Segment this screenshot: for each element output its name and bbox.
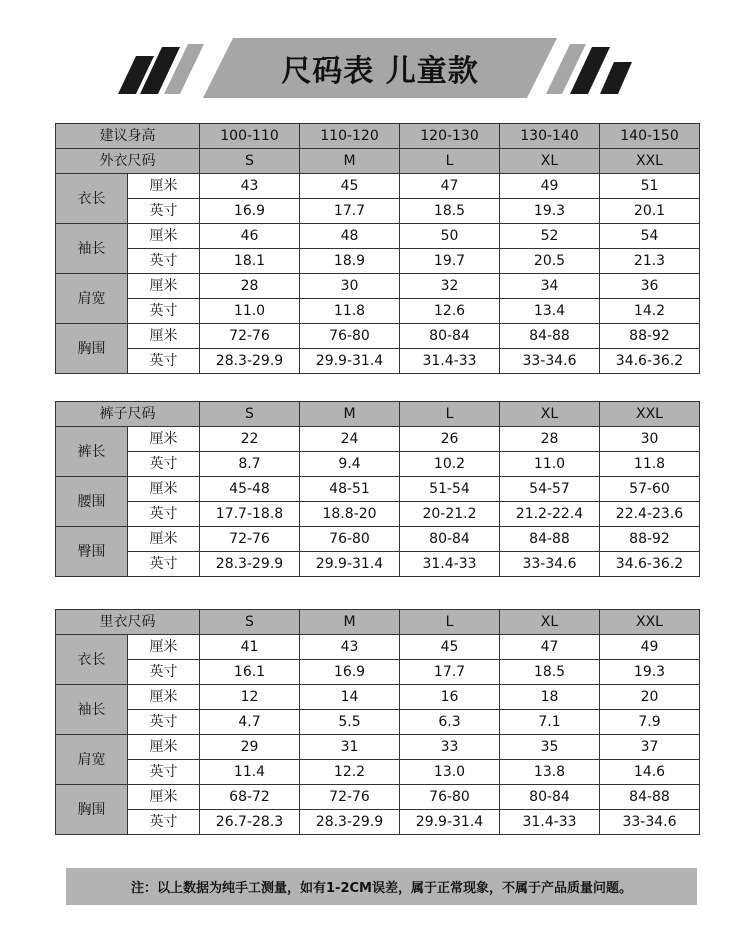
- value-cell: 18.5: [500, 660, 600, 685]
- measurement-name-cell: 胸围: [56, 324, 128, 374]
- value-cell: 13.0: [400, 760, 500, 785]
- unit-cell: 英寸: [128, 299, 200, 324]
- value-cell: 24: [300, 427, 400, 452]
- height-range-cell: 120-130: [400, 124, 500, 149]
- table-row: [56, 349, 700, 374]
- size-cell: S: [200, 149, 300, 174]
- unit-cell: 英寸: [128, 199, 200, 224]
- size-cell: M: [300, 402, 400, 427]
- value-cell: 18: [500, 685, 600, 710]
- unit-cell: 英寸: [128, 660, 200, 685]
- value-cell: 47: [400, 174, 500, 199]
- value-cell: 37: [600, 735, 700, 760]
- value-cell: 11.0: [200, 299, 300, 324]
- value-cell: 21.3: [600, 249, 700, 274]
- value-cell: 80-84: [500, 785, 600, 810]
- height-range-cell: 140-150: [600, 124, 700, 149]
- size-cell: XL: [500, 610, 600, 635]
- table-row: [56, 760, 700, 785]
- value-cell: 45: [300, 174, 400, 199]
- unit-cell: 英寸: [128, 710, 200, 735]
- value-cell: 31.4-33: [500, 810, 600, 835]
- value-cell: 4.7: [200, 710, 300, 735]
- unit-cell: 英寸: [128, 502, 200, 527]
- size-header-row: [56, 402, 700, 427]
- measurement-name-cell: 袖长: [56, 224, 128, 274]
- value-cell: 51: [600, 174, 700, 199]
- table-row: [56, 785, 700, 810]
- table-row: [56, 174, 700, 199]
- measurement-name-cell: 袖长: [56, 685, 128, 735]
- table-row: [56, 452, 700, 477]
- value-cell: 9.4: [300, 452, 400, 477]
- value-cell: 14.2: [600, 299, 700, 324]
- value-cell: 48-51: [300, 477, 400, 502]
- value-cell: 33-34.6: [600, 810, 700, 835]
- value-cell: 16.9: [200, 199, 300, 224]
- unit-cell: 厘米: [128, 224, 200, 249]
- size-cell: L: [400, 402, 500, 427]
- value-cell: 18.5: [400, 199, 500, 224]
- measurement-name-cell: 腰围: [56, 477, 128, 527]
- value-cell: 46: [200, 224, 300, 249]
- value-cell: 36: [600, 274, 700, 299]
- value-cell: 50: [400, 224, 500, 249]
- unit-cell: 英寸: [128, 760, 200, 785]
- value-cell: 84-88: [500, 324, 600, 349]
- value-cell: 29.9-31.4: [300, 552, 400, 577]
- value-cell: 88-92: [600, 324, 700, 349]
- value-cell: 17.7: [400, 660, 500, 685]
- value-cell: 49: [600, 635, 700, 660]
- size-cell: S: [200, 610, 300, 635]
- value-cell: 12.6: [400, 299, 500, 324]
- value-cell: 76-80: [300, 527, 400, 552]
- value-cell: 31.4-33: [400, 349, 500, 374]
- value-cell: 16: [400, 685, 500, 710]
- value-cell: 5.5: [300, 710, 400, 735]
- size-header-row: [56, 149, 700, 174]
- table-row: [56, 810, 700, 835]
- value-cell: 32: [400, 274, 500, 299]
- value-cell: 35: [500, 735, 600, 760]
- height-range-cell: 130-140: [500, 124, 600, 149]
- page-title: 尺码表 儿童款: [281, 54, 479, 89]
- outerwear-size-table: [55, 123, 700, 374]
- size-cell: S: [200, 402, 300, 427]
- value-cell: 31.4-33: [400, 552, 500, 577]
- value-cell: 88-92: [600, 527, 700, 552]
- value-cell: 45-48: [200, 477, 300, 502]
- value-cell: 80-84: [400, 527, 500, 552]
- height-header-row: [56, 124, 700, 149]
- value-cell: 11.4: [200, 760, 300, 785]
- size-cell: XXL: [600, 610, 700, 635]
- value-cell: 29: [200, 735, 300, 760]
- value-cell: 51-54: [400, 477, 500, 502]
- value-cell: 19.3: [600, 660, 700, 685]
- size-cell: M: [300, 149, 400, 174]
- unit-cell: 英寸: [128, 552, 200, 577]
- size-header-row-label: 外衣尺码: [56, 149, 200, 174]
- measurement-name-cell: 衣长: [56, 174, 128, 224]
- value-cell: 33-34.6: [500, 552, 600, 577]
- value-cell: 34.6-36.2: [600, 349, 700, 374]
- value-cell: 68-72: [200, 785, 300, 810]
- table-row: [56, 224, 700, 249]
- unit-cell: 厘米: [128, 635, 200, 660]
- value-cell: 43: [300, 635, 400, 660]
- value-cell: 29.9-31.4: [300, 349, 400, 374]
- value-cell: 18.8-20: [300, 502, 400, 527]
- table-row: [56, 527, 700, 552]
- unit-cell: 英寸: [128, 452, 200, 477]
- value-cell: 84-88: [500, 527, 600, 552]
- table-row: [56, 735, 700, 760]
- value-cell: 22: [200, 427, 300, 452]
- pants-size-table: [55, 401, 700, 577]
- table-row: [56, 199, 700, 224]
- value-cell: 28: [500, 427, 600, 452]
- value-cell: 72-76: [300, 785, 400, 810]
- table-row: [56, 685, 700, 710]
- value-cell: 8.7: [200, 452, 300, 477]
- value-cell: 76-80: [400, 785, 500, 810]
- value-cell: 33: [400, 735, 500, 760]
- value-cell: 17.7: [300, 199, 400, 224]
- measurement-name-cell: 裤长: [56, 427, 128, 477]
- unit-cell: 厘米: [128, 785, 200, 810]
- value-cell: 31: [300, 735, 400, 760]
- value-cell: 16.1: [200, 660, 300, 685]
- unit-cell: 厘米: [128, 735, 200, 760]
- value-cell: 48: [300, 224, 400, 249]
- value-cell: 14: [300, 685, 400, 710]
- value-cell: 28.3-29.9: [300, 810, 400, 835]
- value-cell: 7.1: [500, 710, 600, 735]
- value-cell: 33-34.6: [500, 349, 600, 374]
- value-cell: 11.0: [500, 452, 600, 477]
- table-row: [56, 477, 700, 502]
- value-cell: 12: [200, 685, 300, 710]
- value-cell: 13.4: [500, 299, 600, 324]
- value-cell: 20.1: [600, 199, 700, 224]
- value-cell: 20: [600, 685, 700, 710]
- size-cell: XXL: [600, 149, 700, 174]
- value-cell: 54-57: [500, 477, 600, 502]
- value-cell: 6.3: [400, 710, 500, 735]
- table-row: [56, 635, 700, 660]
- value-cell: 34: [500, 274, 600, 299]
- size-cell: L: [400, 610, 500, 635]
- measurement-name-cell: 衣长: [56, 635, 128, 685]
- unit-cell: 厘米: [128, 274, 200, 299]
- value-cell: 30: [600, 427, 700, 452]
- table-row: [56, 552, 700, 577]
- value-cell: 30: [300, 274, 400, 299]
- size-cell: XL: [500, 402, 600, 427]
- value-cell: 28.3-29.9: [200, 349, 300, 374]
- value-cell: 41: [200, 635, 300, 660]
- unit-cell: 英寸: [128, 810, 200, 835]
- unit-cell: 厘米: [128, 477, 200, 502]
- value-cell: 72-76: [200, 324, 300, 349]
- height-range-cell: 110-120: [300, 124, 400, 149]
- value-cell: 49: [500, 174, 600, 199]
- value-cell: 19.3: [500, 199, 600, 224]
- value-cell: 52: [500, 224, 600, 249]
- unit-cell: 英寸: [128, 249, 200, 274]
- value-cell: 10.2: [400, 452, 500, 477]
- value-cell: 18.1: [200, 249, 300, 274]
- size-header-row-label: 裤子尺码: [56, 402, 200, 427]
- unit-cell: 厘米: [128, 427, 200, 452]
- value-cell: 26: [400, 427, 500, 452]
- value-cell: 13.8: [500, 760, 600, 785]
- value-cell: 20.5: [500, 249, 600, 274]
- measurement-name-cell: 胸围: [56, 785, 128, 835]
- table-row: [56, 660, 700, 685]
- value-cell: 18.9: [300, 249, 400, 274]
- unit-cell: 厘米: [128, 685, 200, 710]
- value-cell: 21.2-22.4: [500, 502, 600, 527]
- value-cell: 14.6: [600, 760, 700, 785]
- measurement-name-cell: 臀围: [56, 527, 128, 577]
- title-banner: [0, 0, 750, 115]
- value-cell: 29.9-31.4: [400, 810, 500, 835]
- table-row: [56, 502, 700, 527]
- table-row: [56, 274, 700, 299]
- table-row: [56, 427, 700, 452]
- table-row: [56, 299, 700, 324]
- size-cell: XL: [500, 149, 600, 174]
- value-cell: 80-84: [400, 324, 500, 349]
- value-cell: 26.7-28.3: [200, 810, 300, 835]
- value-cell: 76-80: [300, 324, 400, 349]
- value-cell: 17.7-18.8: [200, 502, 300, 527]
- value-cell: 22.4-23.6: [600, 502, 700, 527]
- value-cell: 11.8: [600, 452, 700, 477]
- table-row: [56, 710, 700, 735]
- innerwear-size-table: [55, 609, 700, 835]
- value-cell: 72-76: [200, 527, 300, 552]
- unit-cell: 厘米: [128, 174, 200, 199]
- value-cell: 12.2: [300, 760, 400, 785]
- table-row: [56, 324, 700, 349]
- size-cell: L: [400, 149, 500, 174]
- value-cell: 20-21.2: [400, 502, 500, 527]
- size-cell: M: [300, 610, 400, 635]
- unit-cell: 厘米: [128, 527, 200, 552]
- size-cell: XXL: [600, 402, 700, 427]
- value-cell: 11.8: [300, 299, 400, 324]
- measurement-name-cell: 肩宽: [56, 735, 128, 785]
- value-cell: 19.7: [400, 249, 500, 274]
- size-header-row: [56, 610, 700, 635]
- value-cell: 28.3-29.9: [200, 552, 300, 577]
- value-cell: 84-88: [600, 785, 700, 810]
- value-cell: 45: [400, 635, 500, 660]
- value-cell: 47: [500, 635, 600, 660]
- value-cell: 54: [600, 224, 700, 249]
- value-cell: 57-60: [600, 477, 700, 502]
- value-cell: 16.9: [300, 660, 400, 685]
- value-cell: 43: [200, 174, 300, 199]
- measurement-note: 注：以上数据为纯手工测量，如有1-2CM误差，属于正常现象，不属于产品质量问题。: [66, 868, 697, 905]
- value-cell: 34.6-36.2: [600, 552, 700, 577]
- size-header-row-label: 里衣尺码: [56, 610, 200, 635]
- unit-cell: 英寸: [128, 349, 200, 374]
- stripe-right-3: [600, 62, 632, 94]
- value-cell: 7.9: [600, 710, 700, 735]
- value-cell: 28: [200, 274, 300, 299]
- unit-cell: 厘米: [128, 324, 200, 349]
- measurement-name-cell: 肩宽: [56, 274, 128, 324]
- height-range-cell: 100-110: [200, 124, 300, 149]
- height-header-row-label: 建议身高: [56, 124, 200, 149]
- table-row: [56, 249, 700, 274]
